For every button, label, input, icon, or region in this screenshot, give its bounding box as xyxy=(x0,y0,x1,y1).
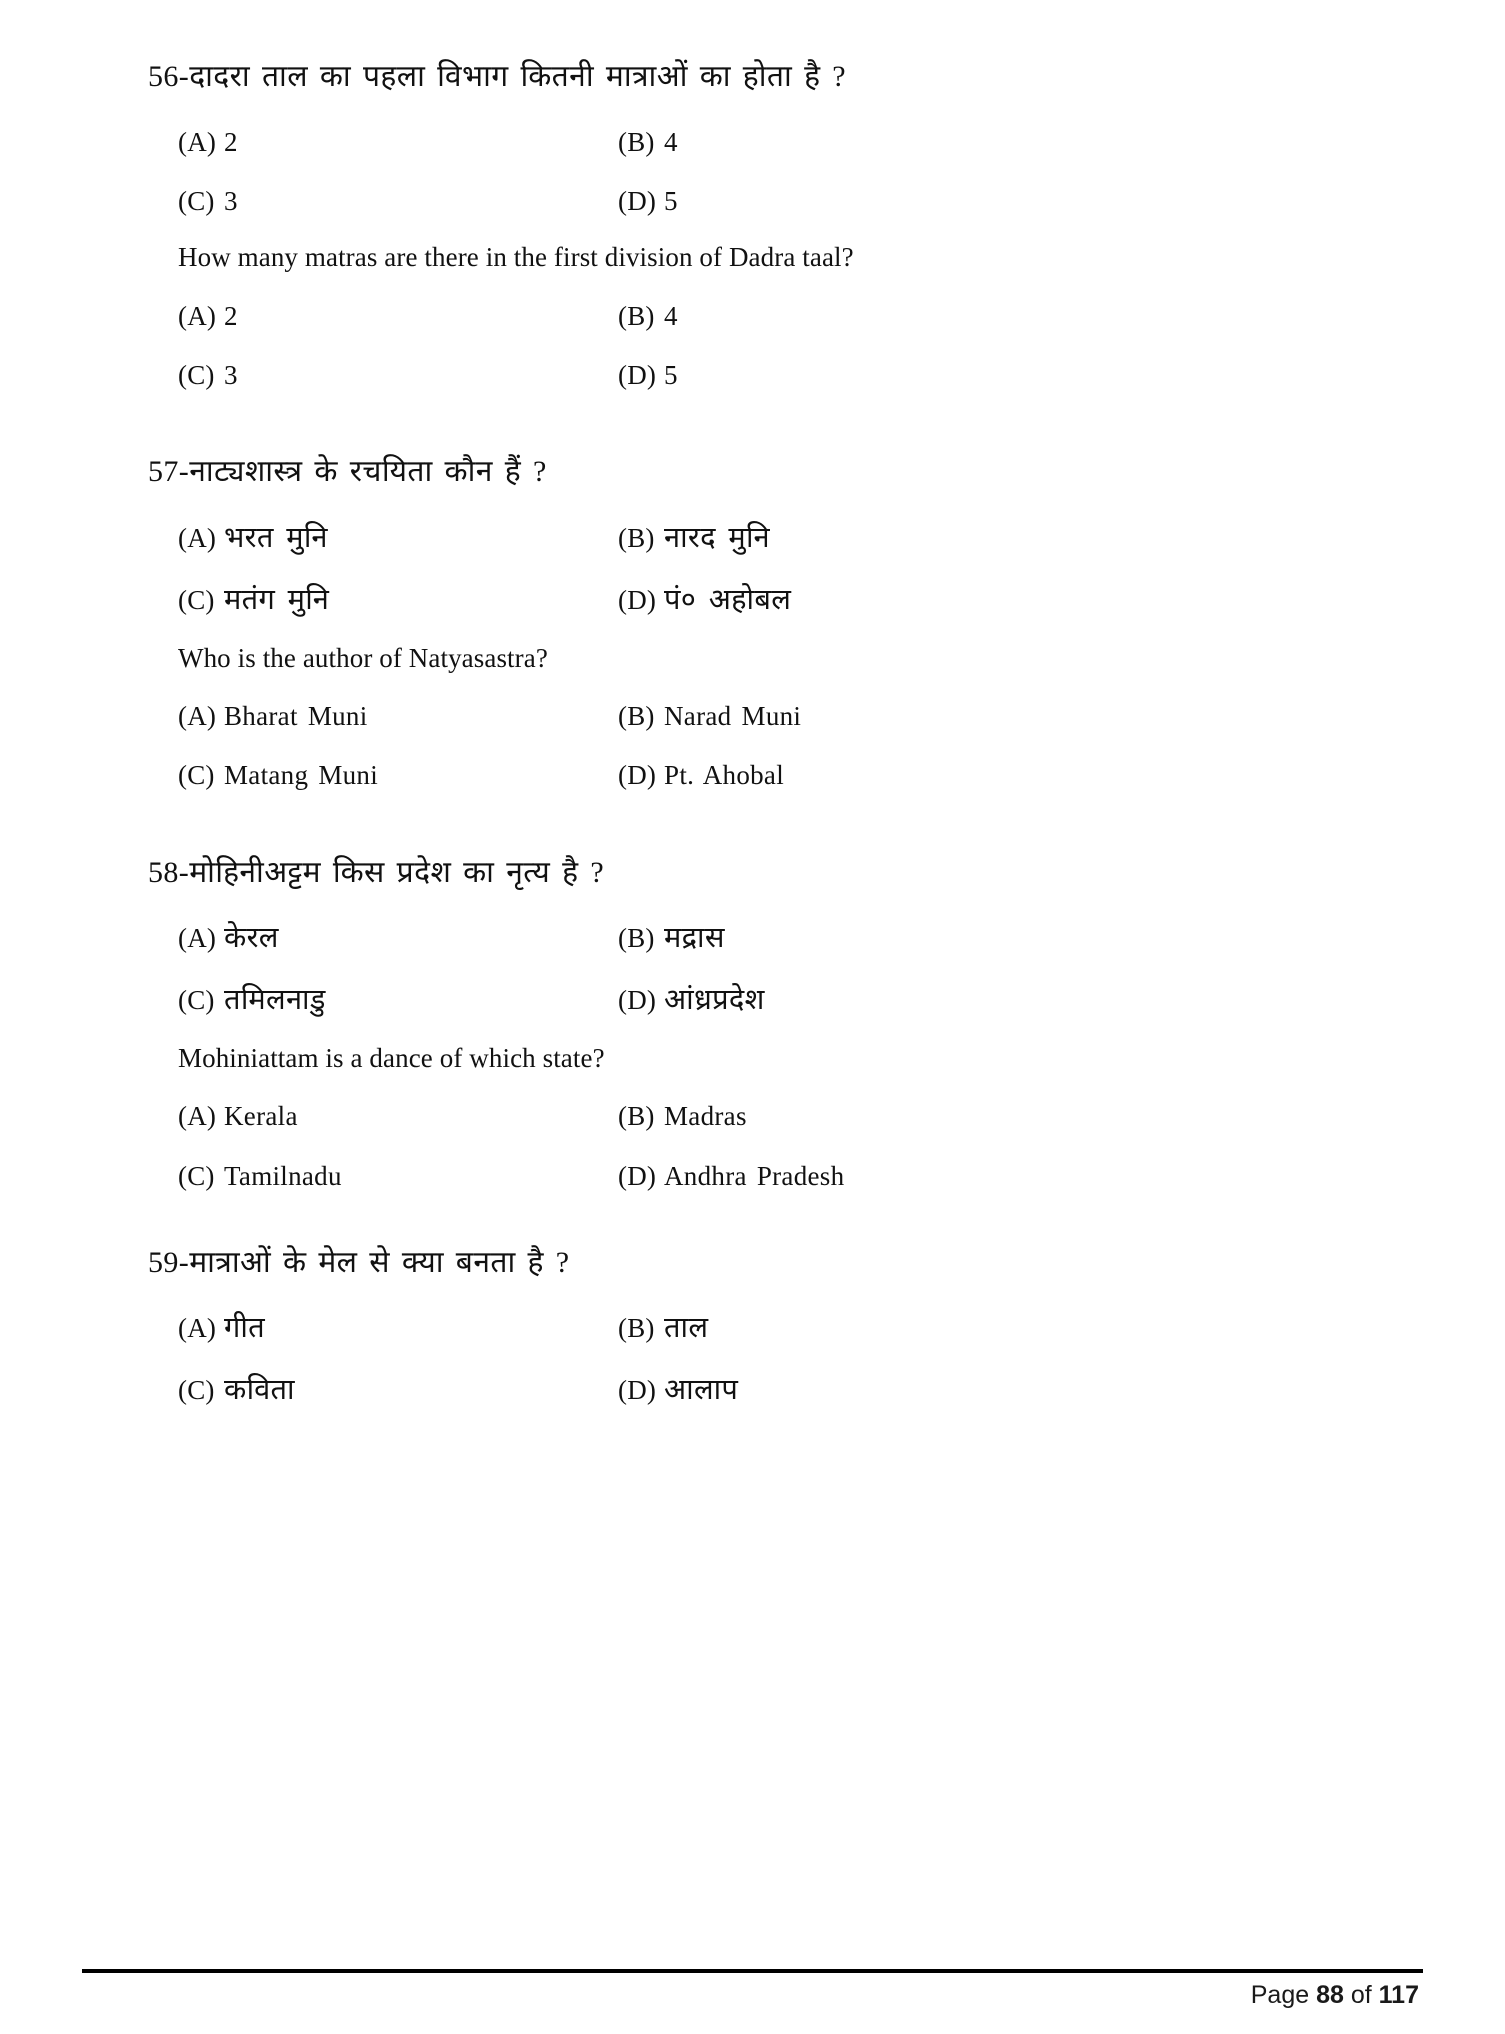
option-c[interactable] xyxy=(178,359,618,391)
footer-total-pages: 117 xyxy=(1378,1981,1419,2009)
option-a[interactable] xyxy=(178,126,618,158)
option-text: केरल xyxy=(224,922,279,955)
question-block-56 xyxy=(140,58,1410,391)
question-block-58 xyxy=(140,854,1410,1192)
option-text: Madras xyxy=(664,1101,747,1132)
question-stem-hindi-59: 59-मात्राओं के मेल से क्या बनता है ? xyxy=(148,1245,570,1279)
option-c[interactable] xyxy=(178,983,618,1018)
option-c[interactable] xyxy=(178,759,618,791)
option-d[interactable] xyxy=(618,1373,738,1408)
spacer xyxy=(178,1133,1448,1160)
option-letter: (A) xyxy=(178,700,217,731)
option-letter: (C) xyxy=(178,1375,215,1406)
option-text: 2 xyxy=(224,300,238,331)
option-text: 3 xyxy=(224,185,238,216)
option-letter: (A) xyxy=(178,923,217,954)
footer-current-page: 88 xyxy=(1316,1981,1344,2009)
option-text: 4 xyxy=(664,300,678,331)
spacer xyxy=(178,556,1448,583)
option-letter: (B) xyxy=(618,522,655,553)
spacer xyxy=(178,732,1448,759)
question-block-59 xyxy=(140,1244,1410,1408)
question-stem-english-56: How many matras are there in the first division of Dadra taal? xyxy=(178,242,854,273)
option-b[interactable] xyxy=(618,521,770,556)
spacer xyxy=(140,618,1410,642)
option-b[interactable] xyxy=(618,126,678,158)
option-letter: (D) xyxy=(618,760,657,791)
option-text: Matang Muni xyxy=(224,760,379,791)
option-letter: (A) xyxy=(178,1101,217,1132)
option-row xyxy=(178,700,1448,732)
option-letter: (A) xyxy=(178,126,217,157)
option-row xyxy=(178,921,1448,956)
option-text: आंध्रप्रदेश xyxy=(664,984,765,1017)
options-english-57 xyxy=(178,700,1448,792)
option-text: Narad Muni xyxy=(664,700,802,731)
option-row xyxy=(178,521,1448,556)
option-letter: (B) xyxy=(618,923,655,954)
option-row xyxy=(178,300,1448,332)
option-text: कविता xyxy=(224,1374,295,1407)
option-c[interactable] xyxy=(178,583,618,618)
spacer xyxy=(178,956,1448,983)
options-hindi-57 xyxy=(178,521,1448,618)
options-hindi-58 xyxy=(178,921,1448,1018)
options-hindi-56 xyxy=(178,126,1448,218)
option-a[interactable] xyxy=(178,1311,618,1346)
option-text: आलाप xyxy=(664,1374,739,1407)
option-row xyxy=(178,126,1448,158)
option-d[interactable] xyxy=(618,759,784,791)
option-text: ताल xyxy=(664,1312,709,1345)
question-stem-hindi-57: 57-नाट्यशास्त्र के रचयिता कौन हैं ? xyxy=(148,455,547,489)
option-text: मद्रास xyxy=(664,922,725,955)
option-row xyxy=(178,1100,1448,1132)
option-d[interactable] xyxy=(618,185,678,217)
option-text: Bharat Muni xyxy=(224,700,368,731)
option-text: पं० अहोबल xyxy=(664,583,792,616)
option-text: Pt. Ahobal xyxy=(664,760,785,791)
option-letter: (A) xyxy=(178,1313,217,1344)
option-text: Tamilnadu xyxy=(224,1160,342,1191)
option-letter: (C) xyxy=(178,185,215,216)
page-number-label xyxy=(82,1973,1423,2010)
option-letter: (C) xyxy=(178,584,215,615)
page-footer xyxy=(82,1969,1423,2010)
option-text: Kerala xyxy=(224,1101,298,1132)
spacer xyxy=(140,1281,1410,1311)
option-c[interactable] xyxy=(178,1160,618,1192)
option-text: भरत मुनि xyxy=(224,521,328,554)
spacer xyxy=(140,1018,1410,1042)
option-letter: (C) xyxy=(178,760,215,791)
option-d[interactable] xyxy=(618,1160,844,1192)
option-letter: (D) xyxy=(618,1375,657,1406)
option-text: मतंग मुनि xyxy=(224,583,330,616)
option-text: 5 xyxy=(664,185,678,216)
option-letter: (B) xyxy=(618,700,655,731)
option-c[interactable] xyxy=(178,1373,618,1408)
option-letter: (C) xyxy=(178,360,215,391)
option-row xyxy=(178,759,1448,791)
option-text: गीत xyxy=(224,1312,265,1345)
option-letter: (D) xyxy=(618,985,657,1016)
spacer xyxy=(140,217,1410,241)
footer-page-word: Page xyxy=(1250,1981,1310,2009)
option-d[interactable] xyxy=(618,583,791,618)
option-row xyxy=(178,983,1448,1018)
options-english-56 xyxy=(178,300,1448,392)
option-letter: (B) xyxy=(618,1313,655,1344)
option-row xyxy=(178,583,1448,618)
option-text: नारद मुनि xyxy=(664,521,770,554)
option-a[interactable] xyxy=(178,521,618,556)
option-letter: (D) xyxy=(618,584,657,615)
question-stem-english-57: Who is the author of Natyasastra? xyxy=(178,642,548,673)
spacer xyxy=(178,1346,1448,1373)
option-b[interactable] xyxy=(618,921,725,956)
option-b[interactable] xyxy=(618,1311,708,1346)
option-letter: (A) xyxy=(178,300,217,331)
option-row xyxy=(178,1160,1448,1192)
option-b[interactable] xyxy=(618,700,801,732)
option-b[interactable] xyxy=(618,1100,747,1132)
spacer xyxy=(140,274,1410,300)
option-letter: (C) xyxy=(178,1160,215,1191)
options-english-58 xyxy=(178,1100,1448,1192)
spacer xyxy=(140,491,1410,521)
options-hindi-59 xyxy=(178,1311,1448,1408)
option-row xyxy=(178,359,1448,391)
option-letter: (B) xyxy=(618,126,655,157)
spacer xyxy=(140,1192,1410,1244)
spacer xyxy=(178,332,1448,359)
option-letter: (A) xyxy=(178,522,217,553)
option-d[interactable] xyxy=(618,359,678,391)
spacer xyxy=(140,674,1410,700)
question-block-57 xyxy=(140,453,1410,791)
option-a[interactable] xyxy=(178,700,618,732)
spacer xyxy=(140,792,1410,854)
spacer xyxy=(140,1074,1410,1100)
option-text: तमिलनाडु xyxy=(224,984,326,1017)
spacer xyxy=(178,158,1448,185)
option-row xyxy=(178,1373,1448,1408)
spacer xyxy=(140,891,1410,921)
option-letter: (B) xyxy=(618,1101,655,1132)
option-b[interactable] xyxy=(618,300,678,332)
footer-of-word: of xyxy=(1350,1981,1372,2009)
option-row xyxy=(178,185,1448,217)
option-a[interactable] xyxy=(178,1100,618,1132)
option-letter: (D) xyxy=(618,360,657,391)
option-text: 4 xyxy=(664,126,678,157)
option-a[interactable] xyxy=(178,921,618,956)
spacer xyxy=(140,391,1410,453)
option-letter: (D) xyxy=(618,185,657,216)
question-stem-hindi-58: 58-मोहिनीअट्टम किस प्रदेश का नृत्य है ? xyxy=(148,855,605,889)
option-text: Andhra Pradesh xyxy=(664,1160,845,1191)
option-letter: (D) xyxy=(618,1160,657,1191)
question-stem-english-58: Mohiniattam is a dance of which state? xyxy=(178,1042,605,1073)
spacer xyxy=(140,96,1410,126)
option-text: 3 xyxy=(224,360,238,391)
option-a[interactable] xyxy=(178,300,618,332)
option-d[interactable] xyxy=(618,983,765,1018)
option-row xyxy=(178,1311,1448,1346)
option-text: 5 xyxy=(664,360,678,391)
option-text: 2 xyxy=(224,126,238,157)
question-stem-hindi-56: 56-दादरा ताल का पहला विभाग कितनी मात्राओं का होता है ? xyxy=(148,60,847,93)
option-c[interactable] xyxy=(178,185,618,217)
option-letter: (C) xyxy=(178,985,215,1016)
option-letter: (B) xyxy=(618,300,655,331)
